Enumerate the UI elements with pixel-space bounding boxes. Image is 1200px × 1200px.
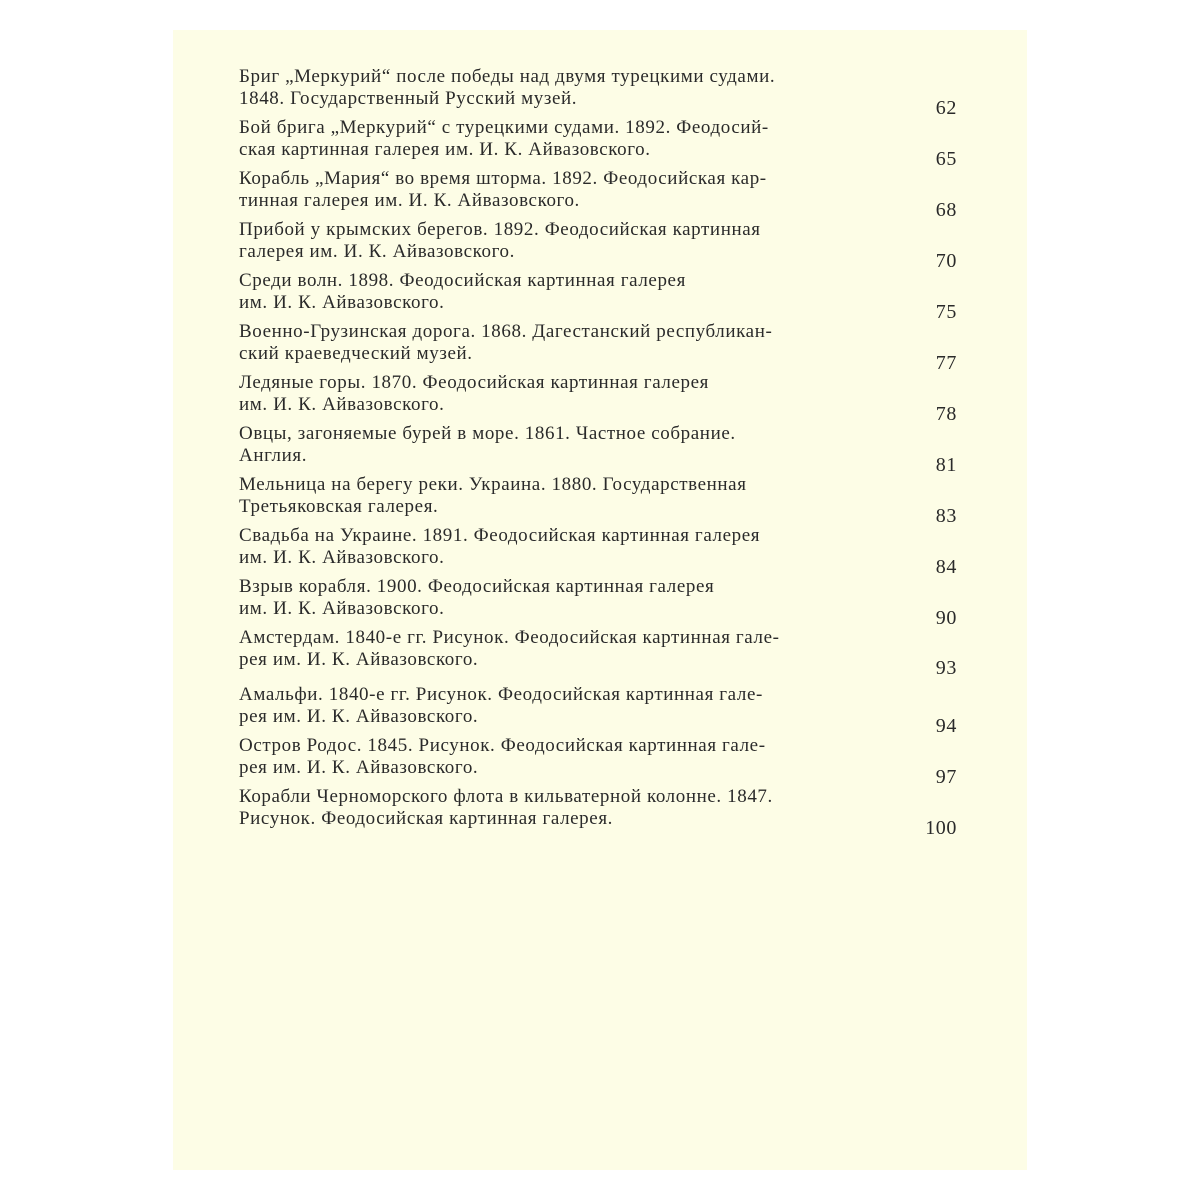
entry-page-number: 94 xyxy=(935,715,957,737)
entry-title: Прибой у крымских берегов. 1892. Феодосийская картинная галерея им. И. К. Айвазовского. xyxy=(239,219,761,262)
entry-page-number: 83 xyxy=(935,505,957,527)
entry-page-number: 100 xyxy=(925,817,957,839)
entry-page-number: 70 xyxy=(935,250,957,272)
list-item xyxy=(239,627,959,684)
list-item xyxy=(239,66,959,117)
entry-title: Корабли Черноморского флота в кильватерной колонне. 1847. Рисунок. Феодосийская картинная галерея. xyxy=(239,786,773,829)
entry-page-number: 81 xyxy=(935,454,957,476)
entry-page-number: 90 xyxy=(935,607,957,629)
list-item xyxy=(239,372,959,423)
list-item xyxy=(239,219,959,270)
entry-title: Ледяные горы. 1870. Феодосийская картинная галерея им. И. К. Айвазовского. xyxy=(239,372,709,415)
entry-title: Бой брига „Меркурий“ с турецкими судами. 1892. Феодосий- ская картинная галерея им. И. К. Айвазовского. xyxy=(239,117,769,160)
entry-page-number: 78 xyxy=(935,403,957,425)
illustrations-list xyxy=(239,66,959,837)
entry-title: Амстердам. 1840-е гг. Рисунок. Феодосийская картинная гале- рея им. И. К. Айвазовского. xyxy=(239,627,780,670)
entry-title: Бриг „Меркурий“ после победы над двумя турецкими судами. 1848. Государственный Русский музей. xyxy=(239,66,776,109)
entry-page-number: 97 xyxy=(935,766,957,788)
entry-page-number: 75 xyxy=(935,301,957,323)
entry-title: Остров Родос. 1845. Рисунок. Феодосийская картинная гале- рея им. И. К. Айвазовского. xyxy=(239,735,766,778)
entry-page-number: 84 xyxy=(935,556,957,578)
entry-title: Овцы, загоняемые бурей в море. 1861. Частное собрание. Англия. xyxy=(239,423,736,466)
entry-title: Военно-Грузинская дорога. 1868. Дагестанский республикан- ский краеведческий музей. xyxy=(239,321,773,364)
entry-page-number: 93 xyxy=(935,657,957,679)
entry-title: Корабль „Мария“ во время шторма. 1892. Феодосийская кар- тинная галерея им. И. К. Айвазовского. xyxy=(239,168,767,211)
entry-title: Амальфи. 1840-е гг. Рисунок. Феодосийская картинная гале- рея им. И. К. Айвазовского. xyxy=(239,684,763,727)
list-item xyxy=(239,684,959,735)
entry-page-number: 77 xyxy=(935,352,957,374)
list-item xyxy=(239,168,959,219)
list-item xyxy=(239,270,959,321)
entry-title: Взрыв корабля. 1900. Феодосийская картинная галерея им. И. К. Айвазовского. xyxy=(239,576,715,619)
list-item xyxy=(239,786,959,837)
list-item xyxy=(239,117,959,168)
entry-page-number: 65 xyxy=(935,148,957,170)
entry-title: Среди волн. 1898. Феодосийская картинная галерея им. И. К. Айвазовского. xyxy=(239,270,686,313)
entry-title: Свадьба на Украине. 1891. Феодосийская картинная галерея им. И. К. Айвазовского. xyxy=(239,525,761,568)
entry-page-number: 68 xyxy=(935,199,957,221)
list-item xyxy=(239,474,959,525)
list-item xyxy=(239,423,959,474)
list-item xyxy=(239,321,959,372)
entry-title: Мельница на берегу реки. Украина. 1880. Государственная Третьяковская галерея. xyxy=(239,474,747,517)
entry-page-number: 62 xyxy=(935,97,957,119)
list-item xyxy=(239,525,959,576)
list-item xyxy=(239,735,959,786)
list-item xyxy=(239,576,959,627)
